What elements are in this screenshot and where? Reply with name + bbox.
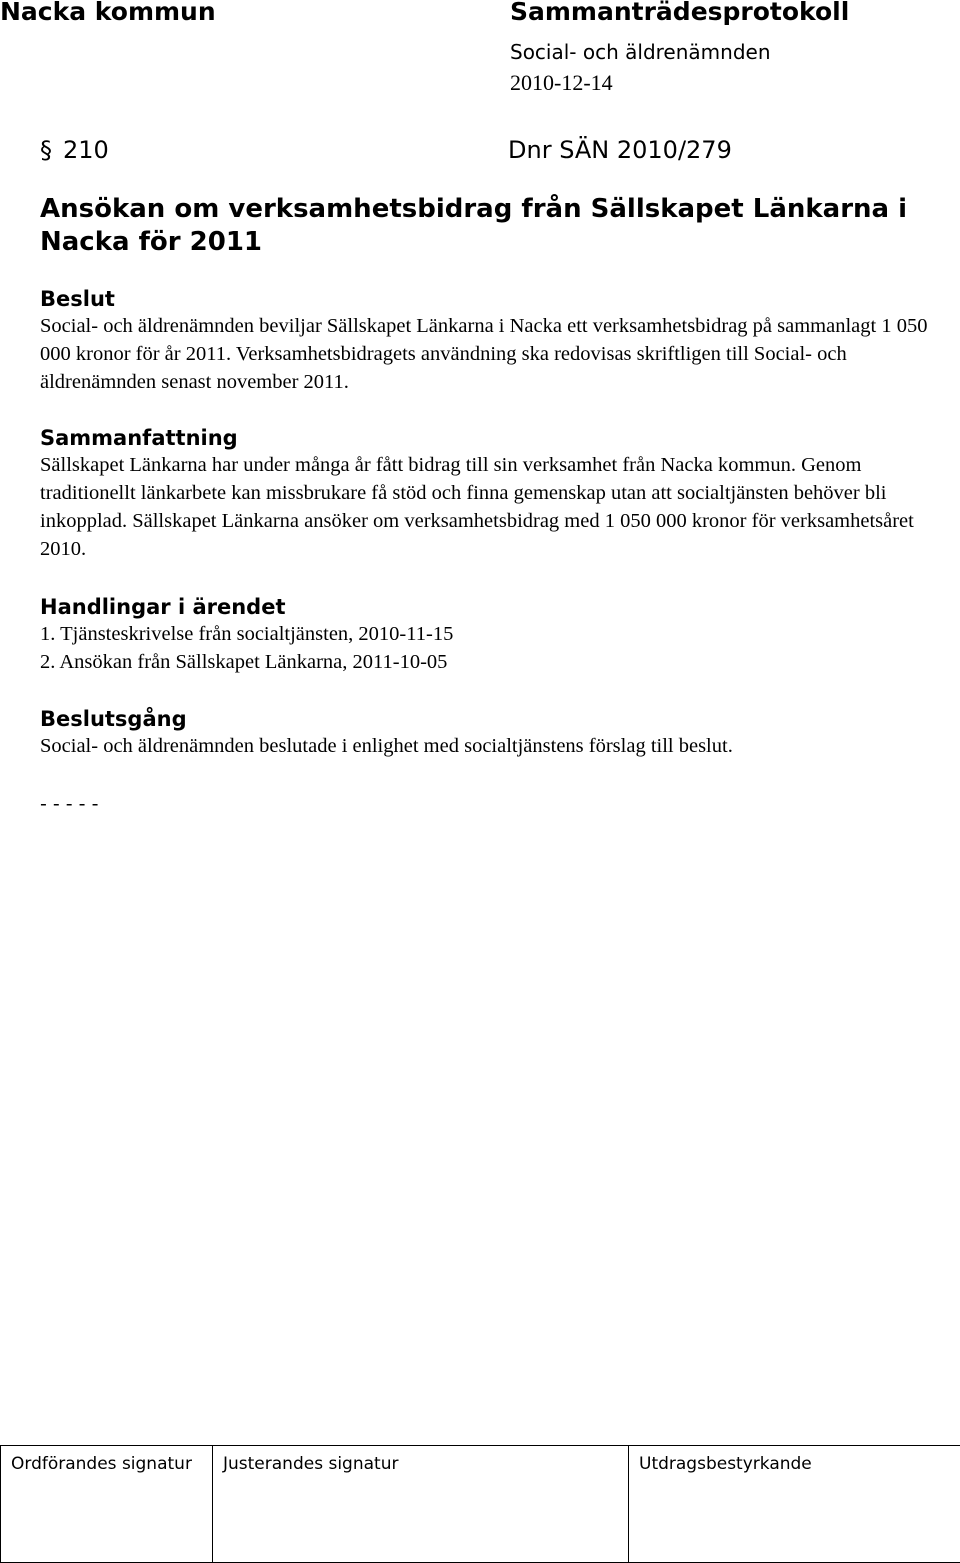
chair-signature-cell: Ordförandes signatur <box>1 1446 213 1563</box>
separator: - - - - - <box>40 793 99 815</box>
diary-number: Dnr SÄN 2010/279 <box>508 136 732 164</box>
handlingar-item: 2. Ansökan från Sällskapet Länkarna, 2011-10-05 <box>40 651 448 673</box>
signature-table <box>0 1445 960 1563</box>
document-type: Sammanträdesprotokoll <box>510 0 850 26</box>
heading-sammanfattning: Sammanfattning <box>40 426 238 450</box>
heading-beslutsgang: Beslutsgång <box>40 707 187 731</box>
beslutsgang-text: Social- och äldrenämnden beslutade i enlighet med socialtjänstens förslag till beslut. <box>40 735 733 757</box>
case-title: Ansökan om verksamhetsbidrag från Sällskapet Länkarna i Nacka för 2011 <box>40 194 908 257</box>
committee-name: Social- och äldrenämnden <box>510 40 771 64</box>
paragraph-line <box>40 134 920 166</box>
sammanfattning-text: Sällskapet Länkarna har under många år fått bidrag till sin verksamhet från Nacka kommun. Genom traditionellt länkarbete kan missbrukare få stöd och finna gemenskap utan att socialtjänsten behöver bli inkopplad. Sällskapet Länkarna ansöker om verksamhetsbidrag med 1 050 000 kronor för verksamhetsåret 2010. <box>40 454 914 560</box>
beslut-text: Social- och äldrenämnden beviljar Sällskapet Länkarna i Nacka ett verksamhetsbidrag på sammanlagt 1 050 000 kronor för år 2011. Verksamhetsbidragets användning ska redovisas skriftligen till Social- och äldrenämnden senast november 2011. <box>40 315 928 393</box>
meeting-date: 2010-12-14 <box>510 70 613 95</box>
extract-certification-cell: Utdragsbestyrkande <box>629 1446 960 1563</box>
heading-handlingar: Handlingar i ärendet <box>40 595 286 619</box>
handlingar-item: 1. Tjänsteskrivelse från socialtjänsten, 2010-11-15 <box>40 623 454 645</box>
municipality-name: Nacka kommun <box>0 0 216 26</box>
heading-beslut: Beslut <box>40 287 115 311</box>
adjuster-signature-cell: Justerandes signatur <box>213 1446 629 1563</box>
paragraph-number: 210 <box>63 136 109 164</box>
section-sign: § <box>40 136 52 164</box>
